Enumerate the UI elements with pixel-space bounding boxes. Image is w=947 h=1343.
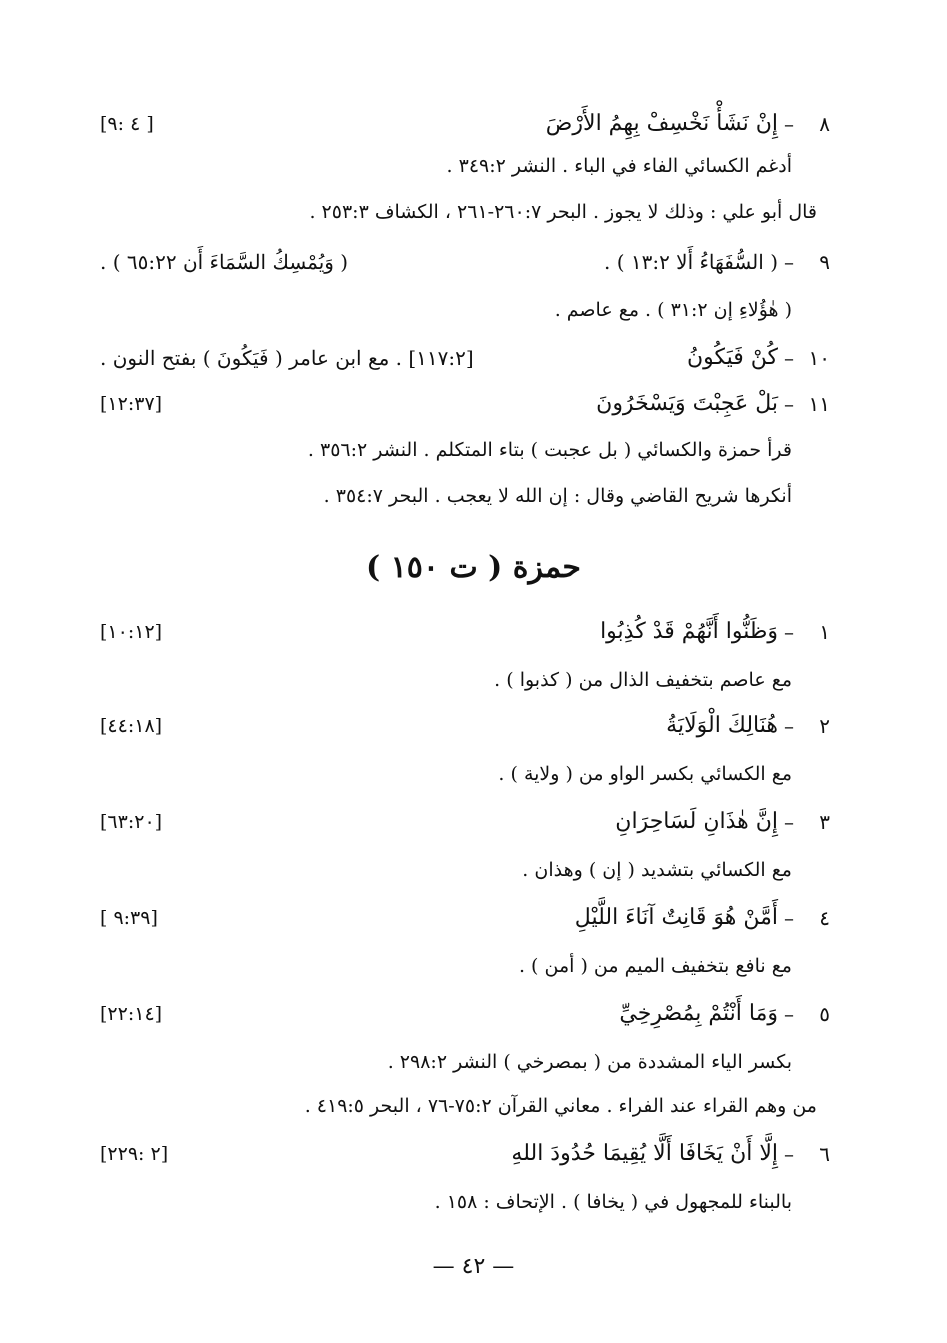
entry-3: ٣ – إِنَّ هٰذَانِ لَسَاحِرَانِ xyxy=(615,809,830,834)
entry-10-second: [١١٧:٢] . مع ابن عامر ( فَيَكُونَ ) بفتح النون . xyxy=(100,346,474,370)
note-line: ( هٰؤُلاءِ إن ٣١:٢ ) . مع عاصم . xyxy=(554,299,792,321)
note-line: مع الكسائي بكسر الواو من ( ولاية ) . xyxy=(498,763,792,785)
entry-1: ١ – وَظَنُّوا أَنَّهُمْ قَدْ كُذِبُوا xyxy=(600,619,830,644)
note-line: مع الكسائي بتشديد ( إن ) وهذان . xyxy=(522,859,792,881)
note-line: أنكرها شريح القاضي وقال : إن الله لا يعجب . البحر ٣٥٤:٧ . xyxy=(323,485,792,507)
note-line: قال أبو علي : وذلك لا يجوز . البحر ٢٦٠:٧-٢٦١ ، الكشاف ٢٥٣:٣ . xyxy=(309,201,817,223)
verse-reference: [٢ :٢٢٩] xyxy=(100,1143,169,1165)
entry-9: ٩ – ( السُّفَهَاءُ أَلا ١٣:٢ ) . xyxy=(603,250,830,274)
verse-reference: [١٠:١٢] xyxy=(100,621,163,643)
note-line: بالبناء للمجهول في ( يخافا ) . الإتحاف : ١٥٨ . xyxy=(434,1191,792,1213)
note-line: من وهم القراء عند الفراء . معاني القرآن ٧٥:٢-٧٦ ، البحر ٤١٩:٥ . xyxy=(304,1095,817,1117)
entry-5: ٥ – وَمَا أَنْتُمْ بِمُصْرِخِيِّ xyxy=(619,1001,830,1026)
verse-reference: [٤ :٩ ] xyxy=(100,113,154,135)
note-line: بكسر الياء المشددة من ( بمصرخي ) النشر ٢٩٨:٢ . xyxy=(387,1051,792,1073)
verse-reference: [١٢:٣٧] xyxy=(100,393,163,415)
verse-reference: [ ٩:٣٩] xyxy=(100,907,158,929)
verse-reference: [٢٢:١٤] xyxy=(100,1003,163,1025)
entry-8: ٨ – إِنْ نَشَأْ نَخْسِفْ بِهِمُ الأَرْضَ xyxy=(545,111,830,136)
verse-reference: [٦٣:٢٠] xyxy=(100,811,163,833)
entry-9-second: ( وَيُمْسِكُ السَّمَاءَ أَن ٦٥:٢٢ ) . xyxy=(100,250,349,274)
note-line: أدغم الكسائي الفاء في الباء . النشر ٣٤٩:٢ . xyxy=(446,155,792,177)
section-title: حمزة ( ت ١٥٠ ) xyxy=(366,550,581,585)
page-number: — ٤٢ — xyxy=(432,1254,515,1279)
verse-reference: [٤٤:١٨] xyxy=(100,715,163,737)
note-line: مع عاصم بتخفيف الذال من ( كذبوا ) . xyxy=(494,669,792,691)
entry-4: ٤ – أَمَّنْ هُوَ قَانِتٌ آنَاءَ اللَّيْلِ xyxy=(574,905,830,930)
entry-11: ١١ – بَلْ عَجِبْتَ وَيَسْخَرُونَ xyxy=(596,391,830,416)
entry-2: ٢ – هُنَالِكَ الْوَلَايَةُ xyxy=(666,713,830,738)
entry-10: ١٠ – كُنْ فَيَكُونُ xyxy=(686,345,830,370)
note-line: مع نافع بتخفيف الميم من ( أمن ) . xyxy=(518,955,792,977)
note-line: قرأ حمزة والكسائي ( بل عجبت ) بتاء المتكلم . النشر ٣٥٦:٢ . xyxy=(307,439,792,461)
entry-6: ٦ – إِلَّا أَنْ يَخَافَا أَلَّا يُقِيمَا حُدُودَ اللهِ xyxy=(511,1141,830,1166)
